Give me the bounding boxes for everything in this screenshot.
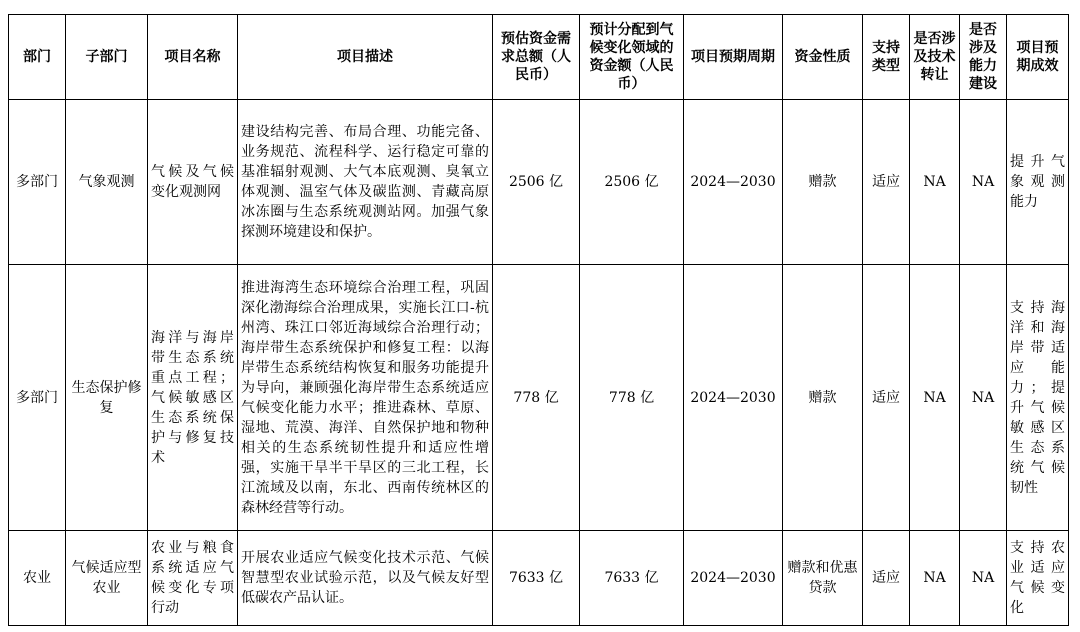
header-expected-outcome: 项目预期成效 — [1007, 15, 1069, 100]
table-header-row — [9, 15, 1069, 100]
cell-subdept: 气象观测 — [66, 100, 148, 265]
header-project-desc: 项目描述 — [238, 15, 493, 100]
table-row — [9, 100, 1069, 265]
cell-period: 2024—2030 — [684, 265, 783, 531]
header-period: 项目预期周期 — [684, 15, 783, 100]
cell-fund-nature: 赠款和优惠贷款 — [783, 531, 863, 626]
cell-climate-funding: 778 亿 — [580, 265, 684, 531]
cell-tech-transfer: NA — [910, 100, 960, 265]
cell-support-type: 适应 — [863, 100, 910, 265]
cell-period: 2024—2030 — [684, 531, 783, 626]
header-total-funding: 预估资金需求总额（人民币） — [493, 15, 580, 100]
header-project-name: 项目名称 — [148, 15, 238, 100]
cell-project-name: 海洋与海岸带生态系统重点工程；气候敏感区生态系统保护与修复技术 — [148, 265, 238, 531]
climate-project-table — [8, 14, 1069, 626]
cell-project-desc: 推进海湾生态环境综合治理工程，巩固深化渤海综合治理成果，实施长江口-杭州湾、珠江口邻近海域综合治理行动；海岸带生态系统保护和修复工程：以海岸带生态系统结构恢复和服务功能提升为导向，兼顾强化海岸带生态系统适应气候变化能力水平；推进森林、草原、湿地、荒漠、海洋、自然保护地和物种相关的生态系统韧性提升和适应性增强，实施干旱半干旱区的三北工程，长江流域及以南，东北、西南传统林区的森林经营等行动。 — [238, 265, 493, 531]
cell-tech-transfer: NA — [910, 265, 960, 531]
cell-dept: 多部门 — [9, 265, 66, 531]
cell-capacity-building: NA — [960, 531, 1007, 626]
cell-expected-outcome: 提升气象观测能力 — [1007, 100, 1069, 265]
cell-climate-funding: 2506 亿 — [580, 100, 684, 265]
cell-support-type: 适应 — [863, 265, 910, 531]
cell-dept: 多部门 — [9, 100, 66, 265]
cell-dept: 农业 — [9, 531, 66, 626]
cell-support-type: 适应 — [863, 531, 910, 626]
cell-fund-nature: 赠款 — [783, 100, 863, 265]
cell-total-funding: 778 亿 — [493, 265, 580, 531]
header-fund-nature: 资金性质 — [783, 15, 863, 100]
header-capacity-building: 是否涉及能力建设 — [960, 15, 1007, 100]
cell-expected-outcome: 支持农业适应气候变化 — [1007, 531, 1069, 626]
cell-subdept: 气候适应型农业 — [66, 531, 148, 626]
table-row — [9, 265, 1069, 531]
table-row — [9, 531, 1069, 626]
cell-period: 2024—2030 — [684, 100, 783, 265]
header-subdept: 子部门 — [66, 15, 148, 100]
cell-tech-transfer: NA — [910, 531, 960, 626]
cell-climate-funding: 7633 亿 — [580, 531, 684, 626]
cell-project-desc: 建设结构完善、布局合理、功能完备、业务规范、流程科学、运行稳定可靠的基准辐射观测、大气本底观测、臭氧立体观测、温室气体及碳监测、青藏高原冰冻圈与生态系统观测站网。加强气象探测环境建设和保护。 — [238, 100, 493, 265]
cell-project-desc: 开展农业适应气候变化技术示范、气候智慧型农业试验示范，以及气候友好型低碳农产品认证。 — [238, 531, 493, 626]
cell-subdept: 生态保护修复 — [66, 265, 148, 531]
header-support-type: 支持类型 — [863, 15, 910, 100]
cell-fund-nature: 赠款 — [783, 265, 863, 531]
cell-project-name: 农业与粮食系统适应气候变化专项行动 — [148, 531, 238, 626]
cell-capacity-building: NA — [960, 100, 1007, 265]
cell-expected-outcome: 支持海洋和海岸带适应能力；提升气候敏感区生态系统气候韧性 — [1007, 265, 1069, 531]
header-tech-transfer: 是否涉及技术转让 — [910, 15, 960, 100]
cell-total-funding: 7633 亿 — [493, 531, 580, 626]
header-dept: 部门 — [9, 15, 66, 100]
cell-project-name: 气候及气候变化观测网 — [148, 100, 238, 265]
cell-total-funding: 2506 亿 — [493, 100, 580, 265]
header-climate-funding: 预计分配到气候变化领域的资金额（人民币） — [580, 15, 684, 100]
cell-capacity-building: NA — [960, 265, 1007, 531]
